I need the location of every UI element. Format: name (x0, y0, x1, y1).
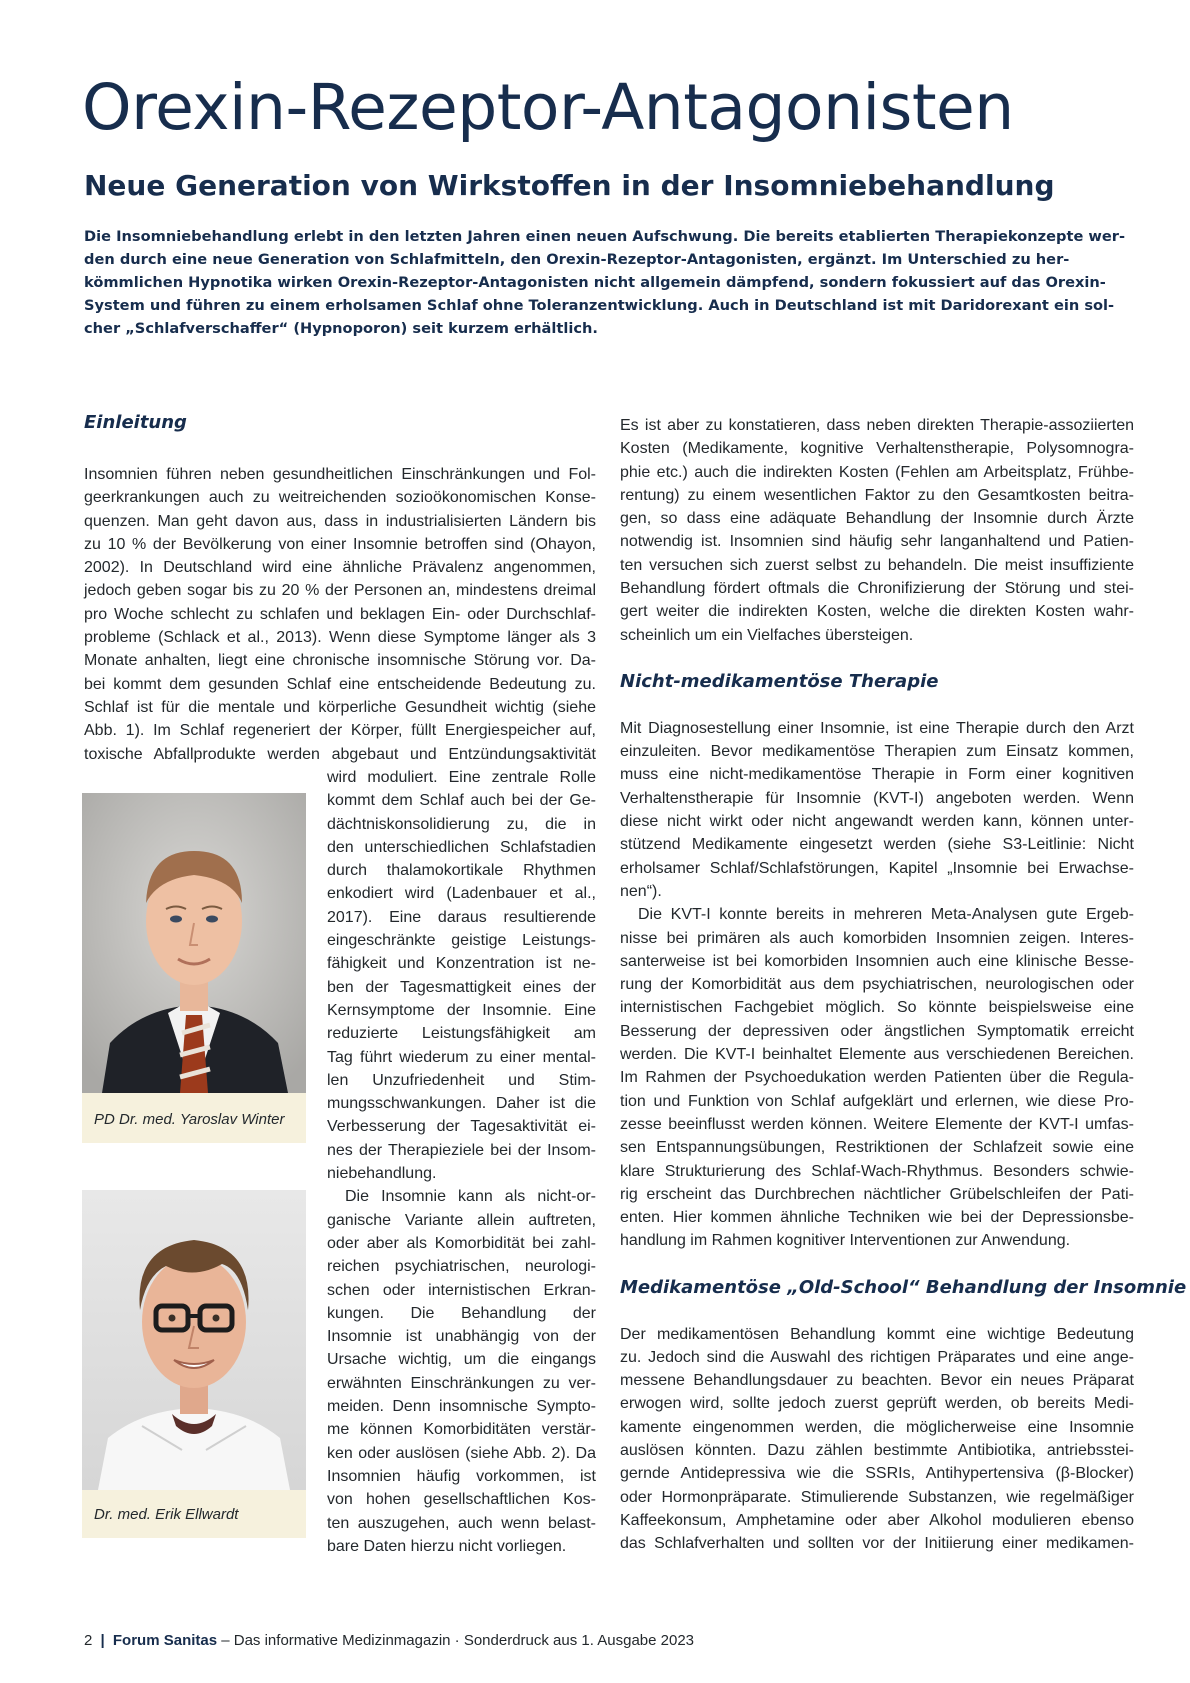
text-line: Abb. 1). Im Schlaf regeneriert der Körper, füllt Energiespeicher auf, (84, 722, 596, 740)
text-line: santerweise ist bei komorbiden Insomnien auch eine klinische Besse- (620, 952, 1134, 970)
text-line: scheinlich um ein Vielfaches übersteigen. (620, 626, 914, 644)
text-line: kungen. Die Behandlung der (327, 1304, 596, 1322)
text-line: ten versuchen sich zuerst selbst zu behandeln. Die meist insuffiziente (620, 556, 1134, 574)
text-line: Behandlung fördert oftmals die Chronifizierung der Störung und stei- (620, 580, 1134, 598)
left-column-narrow-text (327, 766, 596, 1558)
text-line: erwähnten Einschränkungen zu ver- (327, 1374, 596, 1392)
article-title: Orexin-Rezeptor-Antagonisten (82, 71, 1014, 144)
text-line: wird moduliert. Eine zentrale Rolle (327, 769, 596, 786)
text-line: ben der Tagesmattigkeit eines der (327, 978, 596, 996)
text-line: Mit Diagnosestellung einer Insomnie, ist eine Therapie durch den Arzt (620, 719, 1134, 737)
left-column-text (84, 463, 596, 766)
text-line: Kernsymptome der Insomnie. Eine (327, 1001, 596, 1019)
text-line: Insomnie ist unabhängig von der (327, 1328, 596, 1346)
text-line: auslösen könnten. Dazu zählen bestimmte Antibiotika, antriebsstei- (620, 1442, 1134, 1460)
text-line: Insomnien häufig vorkommen, ist (327, 1467, 596, 1485)
text-line: len Unzufriedenheit und Stim- (327, 1071, 596, 1089)
text-line: von hohen gesellschaftlichen Kos- (327, 1491, 596, 1509)
text-line: Es ist aber zu konstatieren, dass neben direkten Therapie-assoziierten (620, 417, 1134, 434)
photo-caption-ellwardt: Dr. med. Erik Ellwardt (94, 1506, 239, 1523)
lead-paragraph (84, 225, 1126, 340)
text-line: nen“). (620, 882, 662, 900)
text-line: Schlaf ist für die mentale und körperliche Gesundheit wichtig (siehe (84, 698, 596, 716)
text-line: muss eine nicht-medikamentöse Therapie in Form einer kognitiven (620, 766, 1134, 784)
text-line: Monate anhalten, liegt eine chronische insomnische Störung vor. Da- (84, 652, 596, 670)
text-line: tion und Funktion von Schlaf aufgeklärt und erlernen, wie diese Pro- (620, 1092, 1134, 1110)
text-line: jedoch geben sogar bis zu 20 % der Personen an, mindestens dreimal (84, 582, 596, 600)
text-line: Die Insomnie kann als nicht-or- (345, 1188, 596, 1206)
text-line: ken oder auslösen (siehe Abb. 2). Da (327, 1444, 596, 1462)
text-line: erholsamer Schlaf/Schlafstörungen, Kapitel „Insomnie bei Erwachse- (620, 859, 1134, 877)
text-line: rung der Komorbidität aus dem psychiatrischen, neurologischen oder (620, 976, 1134, 994)
author-photo-ellwardt (82, 1190, 306, 1490)
author-photo-card-winter (82, 793, 306, 1143)
text-line: durch thalamokortikale Rhythmen (327, 862, 596, 880)
text-line: klare Strukturierung des Schlaf-Wach-Rhythmus. Besonders schwie- (620, 1162, 1134, 1180)
text-line: bei kommt dem gesunden Schlaf eine entscheidende Bedeutung zu. (84, 675, 596, 693)
text-line: 2017). Eine daraus resultierende (327, 908, 596, 926)
heading-nicht-medikamentoese-therapie: Nicht-medikamentöse Therapie (620, 671, 939, 693)
text-line: schen oder internistischen Erkran- (327, 1281, 596, 1299)
text-line: handlung im Rahmen kognitiver Interventionen zur Anwendung. (620, 1232, 1071, 1250)
heading-medikamentoese-behandlung: Medikamentöse „Old-School“ Behandlung der Insomnie (620, 1276, 1187, 1298)
text-line: gen, so dass eine adäquate Behandlung der Insomnie durch Ärzte (620, 510, 1134, 528)
text-line: gert weiter die indirekten Kosten, welche die direkten Kosten wahr- (620, 603, 1134, 621)
text-line: ganische Variante allein auftreten, (327, 1211, 596, 1229)
footer-separator: | (100, 1632, 105, 1649)
page-footer (84, 1632, 694, 1649)
text-line: werden. Die KVT-I beinhaltet Elemente aus verschiedenen Bereichen. (620, 1046, 1134, 1064)
text-line: Die KVT-I konnte bereits in mehreren Meta-Analysen gute Ergeb- (638, 906, 1134, 924)
text-line: zesse beeinflusst werden können. Weitere Elemente der KVT-I umfas- (620, 1115, 1134, 1133)
text-line: Verbesserung der Tagesaktivität ei- (327, 1118, 596, 1136)
lead-line: den durch eine neue Generation von Schlafmitteln, den Orexin-Rezeptor-Antagonisten, ergänzt. Im Unterschied zu her- (84, 251, 1070, 268)
text-line: pro Woche schlecht zu schlafen und beklagen Ein- oder Durchschlaf- (84, 605, 596, 623)
text-line: meiden. Denn insomnische Sympto- (327, 1398, 596, 1416)
text-line: zu. Jedoch sind die Auswahl des richtigen Präparates und eine ange- (620, 1348, 1134, 1366)
lead-line: System und führen zu einem erholsamen Schlaf ohne Toleranzentwicklung. Auch in Deutschland ist mit Daridorexant ein sol- (84, 297, 1115, 314)
text-line: geerkrankungen auch zu weitreichenden sozioökonomischen Konse- (84, 489, 596, 507)
article-subtitle: Neue Generation von Wirkstoffen in der Insomniebehandlung (84, 169, 1055, 202)
paragraph-gap (620, 1299, 1134, 1322)
text-line: reduzierte Leistungsfähigkeit am (327, 1025, 596, 1043)
author-photo-winter (82, 793, 306, 1093)
paragraph-gap (620, 694, 1134, 717)
lead-line: cher „Schlafverschaffer“ (Hypnoporon) seit kurzem erhältlich. (84, 320, 598, 337)
text-line: ten auszugehen, auch wenn belast- (327, 1514, 596, 1532)
text-line: me können Komorbiditäten verstär- (327, 1421, 596, 1439)
lead-line: kömmlichen Hypnotika wirken Orexin-Rezeptor-Antagonisten nicht allgemein dämpfend, sondern fokussiert auf das Orexin- (84, 274, 1106, 291)
text-line: probleme (Schlack et al., 2013). Wenn diese Symptome länger als 3 (84, 629, 596, 647)
text-line: notwendig ist. Insomnien sind häufig sehr langanhaltend und Patien- (620, 533, 1134, 551)
text-line: Verhaltenstherapie für Insomnie (KVT-I) angeboten werden. Wenn (620, 789, 1134, 807)
text-line: enkodiert wird (Ladenbauer et al., (327, 885, 596, 903)
text-line: rig erscheint das Durchbrechen nächtlicher Grübelschleifen der Pati- (620, 1185, 1134, 1203)
text-line: einzuleiten. Bevor medikamentöse Therapien zum Einsatz kommen, (620, 743, 1134, 761)
text-line: internistischen Fachgebiet möglich. So könnte beispielsweise eine (620, 999, 1134, 1017)
text-line: Insomnien führen neben gesundheitlichen Einschränkungen und Fol- (84, 466, 596, 483)
text-line: nes der Therapieziele bei der Insom- (327, 1141, 596, 1159)
text-line: enten. Hier kommen ähnliche Techniken wie bei der Depressionsbe- (620, 1209, 1134, 1227)
text-line: quenzen. Man geht davon aus, dass in industrialisierten Ländern bis (84, 512, 596, 530)
text-line: gernde Antidepressiva wie die SSRIs, Antihypertensiva (β-Blocker) (620, 1465, 1134, 1483)
text-line: Kosten (Medikamente, kognitive Verhaltenstherapie, Polysomnogra- (620, 440, 1134, 458)
paragraph-gap (620, 647, 1134, 670)
text-line: Kaffeekonsum, Amphetamine oder aber Alkohol modulieren ebenso (620, 1511, 1134, 1529)
text-line: Ursache wichtig, um die eingangs (327, 1351, 596, 1369)
text-line: Der medikamentösen Behandlung kommt eine wichtige Bedeutung (620, 1325, 1134, 1343)
footer-text: – Das informative Medizinmagazin · Sonderdruck aus 1. Ausgabe 2023 (217, 1632, 695, 1649)
text-line: stützend Medikamente eingesetzt werden (siehe S3-Leitlinie: Nicht (620, 836, 1134, 854)
text-line: reichen psychiatrischen, neurologi- (327, 1258, 596, 1276)
photo-caption-winter: PD Dr. med. Yaroslav Winter (94, 1111, 285, 1128)
text-line: rentung) zu einem wesentlichen Faktor zu den Gesamtkosten beitra- (620, 486, 1134, 504)
text-line: fähigkeit und Konzentration ist ne- (327, 955, 596, 973)
text-line: mungsschwankungen. Daher ist die (327, 1095, 596, 1113)
text-line: Im Rahmen der Psychoedukation werden Patienten über die Regula- (620, 1069, 1134, 1087)
text-line: oder Hormonpräparate. Stimulierende Substanzen, wie regelmäßiger (620, 1488, 1134, 1506)
text-line: toxische Abfallprodukte werden abgebaut und Entzündungsaktivität (84, 745, 596, 763)
lead-line: Die Insomniebehandlung erlebt in den letzten Jahren einen neuen Aufschwung. Die bereits etablierten Therapiekonzepte wer- (84, 228, 1126, 245)
text-line: erwogen wird, sollte jedoch zuerst geprüft werden, ob bereits Medi- (620, 1395, 1134, 1413)
text-line: sen Entspannungsübungen, Restriktionen der Schlafzeit sowie eine (620, 1139, 1134, 1157)
text-line: kamente eingenommen werden, die möglicherweise eine Insomnie (620, 1418, 1134, 1436)
text-line: eingeschränkte geistige Leistungs- (327, 932, 596, 950)
heading-einleitung: Einleitung (84, 412, 187, 433)
text-line: nisse bei primären als auch komorbiden Insomnien zeigen. Interes- (620, 929, 1134, 947)
text-line: 2002). In Deutschland wird eine ähnliche Prävalenz angenommen, (84, 559, 596, 577)
text-line: phie etc.) auch die indirekten Kosten (Fehlen am Arbeitsplatz, Frühbe- (620, 463, 1134, 481)
text-line: Tag führt wiederum zu einer mental- (327, 1048, 596, 1066)
text-line: dächtniskonsolidierung zu, die in (327, 815, 596, 833)
text-line: oder aber als Komorbidität bei zahl- (327, 1234, 596, 1252)
paragraph-gap (620, 1253, 1134, 1276)
text-line: den unterschiedlichen Schlafstadien (327, 838, 596, 856)
text-line: das Schlafverhalten und sollten vor der Initiierung einer medikamen- (620, 1535, 1134, 1553)
magazine-name: Forum Sanitas (112, 1632, 218, 1649)
text-line: Besserung der depressiven oder ängstlichen Symptomatik erreicht (620, 1022, 1134, 1040)
text-line: niebehandlung. (327, 1165, 437, 1183)
right-column-text (620, 414, 1187, 1556)
text-line: messene Behandlungsdauer zu beachten. Bevor ein neues Präparat (620, 1372, 1134, 1390)
text-line: bare Daten hierzu nicht vorliegen. (327, 1537, 567, 1555)
text-line: kommt dem Schlaf auch bei der Ge- (327, 792, 596, 810)
page-number: 2 (84, 1632, 93, 1649)
text-line: zu 10 % der Bevölkerung von einer Insomnie betroffen sind (Ohayon, (84, 535, 596, 553)
text-line: diese nicht wirkt oder nicht angewandt werden kann, können unter- (620, 813, 1134, 831)
author-photo-card-ellwardt (82, 1190, 306, 1538)
